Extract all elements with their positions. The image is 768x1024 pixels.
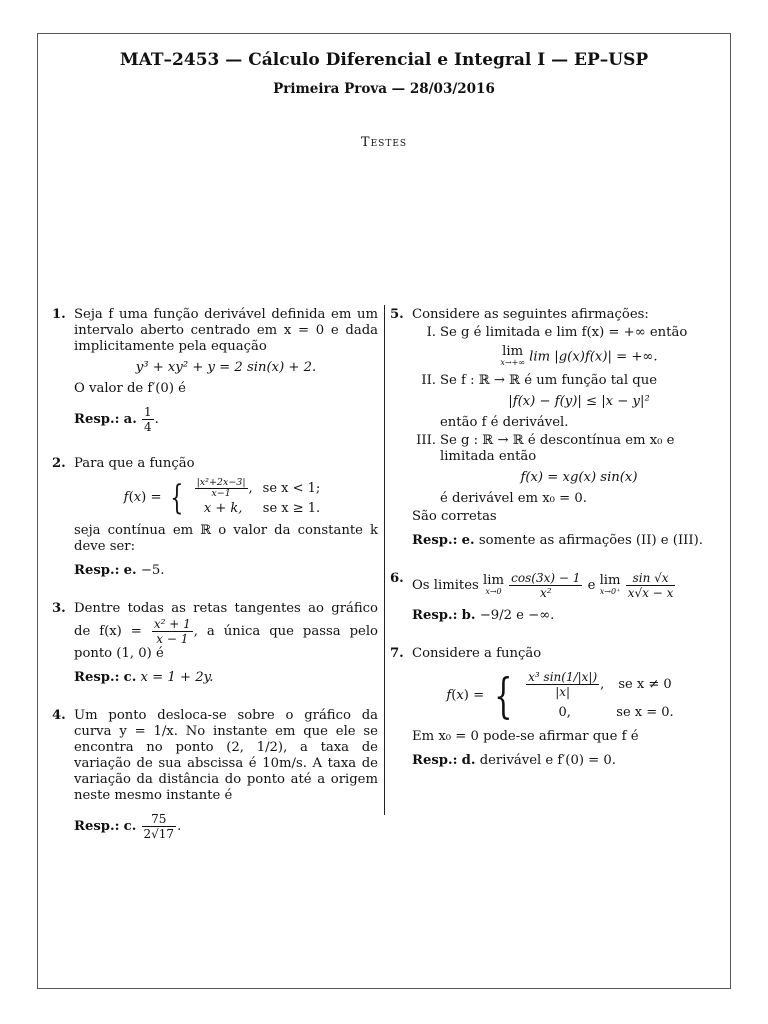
answer-value: somente as afirmações (II) e (III). — [478, 533, 703, 548]
fraction-denominator: 4 — [144, 420, 152, 434]
exam-subtitle: Primeira Prova — 28/03/2016 — [273, 81, 495, 97]
function-fraction: $\frac{\text{x² + 1}}{x - 1}$ — [153, 617, 191, 646]
question-prompt: O valor de f′(0) é — [74, 381, 186, 396]
answer-option: c. — [123, 670, 137, 685]
case1-condition: se x < 1; — [262, 480, 321, 496]
question-7 — [390, 646, 718, 769]
question-number: 5. — [390, 307, 404, 322]
question-text: Considere a função — [412, 646, 542, 661]
answer-value: −5. — [140, 563, 165, 578]
piecewise-function: f(x) = { $\frac{\text{x³ sin(1/|x|)}}{|x|}$ , se x ≠ 0 0, se x = 0. — [412, 667, 718, 724]
case2-condition: se x ≥ 1. — [262, 501, 321, 516]
statement-iii: III. Se g : ℝ → ℝ é descontínua em x₀ e limitada então f(x) = xg(x) sin(x) é derivável em x₀ = 0. — [412, 433, 718, 507]
answer-label: Resp.: — [74, 819, 120, 834]
answer-label: Resp.: — [74, 670, 120, 685]
statement-display: f(x) = xg(x) sin(x) — [520, 470, 638, 485]
limit2-fraction: $\frac{\sin √x}{x√x - x}$ — [627, 571, 674, 600]
question-prompt: São corretas — [412, 509, 497, 524]
question-1 — [52, 307, 378, 434]
question-text: Dentre todas as retas tangentes ao gráfico de f(x) = — [74, 601, 378, 639]
answer-label: Resp.: — [412, 753, 458, 768]
question-6: 6. Os limites lim x→0 $\frac{\cos(3x) - 1}{\text{x²}}$ e lim x→0⁺ $\frac{\sin √x}{x√x - x}$ Resp.: b. −9/2 e −∞. — [390, 571, 718, 624]
question-4 — [52, 708, 378, 841]
answer-fraction: $\frac{75}{2√17}$ — [143, 812, 175, 841]
answer-label: Resp.: — [412, 608, 458, 623]
answer-fraction — [142, 405, 154, 434]
answer-value: derivável e f′(0) = 0. — [479, 753, 616, 768]
question-text: Seja f uma função derivável definida em um intervalo aberto centrado em x = 0 e dada implicitamente pela equação — [74, 307, 378, 354]
question-text: Para que a função — [74, 456, 195, 471]
section-heading: Testes — [360, 135, 408, 150]
column-divider — [384, 305, 385, 815]
answer — [74, 670, 378, 686]
answer-value: x = 1 + 2y. — [140, 670, 214, 685]
answer — [412, 533, 718, 549]
question-number: 6. — [390, 571, 404, 586]
case2-expression: x + k, — [203, 501, 243, 516]
answer-option: a. — [123, 412, 137, 427]
right-column — [390, 307, 718, 791]
answer-label: Resp.: — [412, 533, 458, 548]
question-number: 2. — [52, 456, 66, 471]
question-prompt: seja contínua em ℝ o valor da constante k deve ser: — [74, 523, 378, 554]
left-column — [52, 307, 378, 863]
fraction-numerator: 1 — [144, 405, 152, 419]
answer-option: e. — [461, 533, 475, 548]
case2-expression: 0, — [558, 705, 571, 720]
answer: Resp.: c. $\frac{75}{2√17}$ . — [74, 812, 182, 841]
answer — [74, 563, 378, 579]
question-text-after: , a única que passa pelo ponto (1, 0) é — [74, 624, 378, 661]
piecewise-function: f(x) = { $\frac{\text{|x²+2x−3|}}{x-1}$ , se x < 1; x + k, se x ≥ 1. — [74, 477, 378, 518]
question-2 — [52, 456, 378, 579]
answer-label: Resp.: — [74, 412, 120, 427]
answer-value: −9/2 e −∞. — [479, 608, 555, 623]
question-number: 7. — [390, 646, 404, 661]
statement-ii: II. Se f : ℝ → ℝ é um função tal que |f(x) − f(y)| ≤ |x − y|² então f é derivável. — [412, 373, 718, 431]
question-prompt: Em x₀ = 0 pode-se afirmar que f é — [412, 729, 639, 744]
question-3 — [52, 601, 378, 686]
case1-fraction: $\frac{\text{|x²+2x−3|}}{x-1}$ — [196, 477, 246, 499]
answer: Resp.: a. $\frac{1}{4}$ . — [74, 405, 159, 434]
question-number: 1. — [52, 307, 66, 322]
answer — [412, 608, 718, 624]
case1-condition: se x ≠ 0 — [618, 676, 672, 692]
question-5 — [390, 307, 718, 549]
statement-display: |f(x) − f(y)| ≤ |x − y|² — [508, 394, 650, 409]
answer-option: b. — [461, 608, 476, 623]
question-text: Um ponto desloca-se sobre o gráfico da curva y = 1/x. No instante em que ele se encontra no ponto (2, 1/2), a taxa de variação de sua abscissa é 10m/s. A taxa de variação da distância do ponto até a origem neste mesmo instante é — [74, 708, 378, 803]
case1-fraction: $\frac{\text{x³ sin(1/|x|)}}{|x|}$ — [528, 670, 598, 699]
answer-option: c. — [123, 819, 137, 834]
statement-i: I. Se g é limitada e lim f(x) = +∞ então lim x→+∞ lim |g(x)f(x)| = +∞. — [412, 325, 718, 368]
answer — [412, 753, 718, 769]
limit1-fraction: $\frac{\cos(3x) - 1}{\text{x²}}$ — [511, 571, 581, 600]
exam-title: MAT–2453 — Cálculo Diferencial e Integral I — EP–USP — [119, 50, 649, 70]
question-number: 4. — [52, 708, 66, 723]
answer-option: e. — [123, 563, 137, 578]
answer-option: d. — [461, 753, 476, 768]
answer-label: Resp.: — [74, 563, 120, 578]
equation: y³ + xy² + y = 2 sin(x) + 2. — [135, 360, 317, 375]
question-text: Os limites — [412, 578, 479, 593]
statement-display: lim x→+∞ lim |g(x)f(x)| = +∞. — [500, 344, 658, 367]
case2-condition: se x = 0. — [616, 705, 674, 720]
question-text: Considere as seguintes afirmações: — [412, 307, 649, 322]
question-number: 3. — [52, 601, 66, 616]
